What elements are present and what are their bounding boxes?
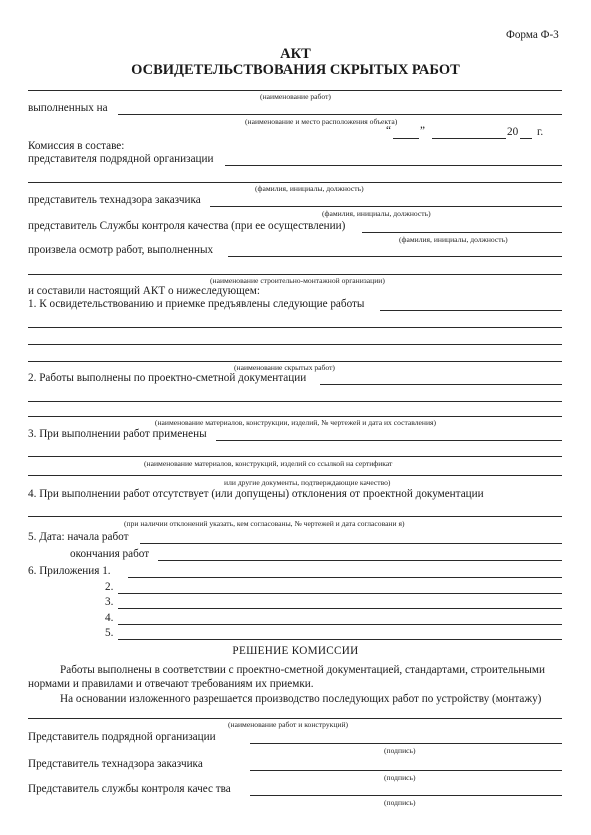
fio-caption-1: (фамилия, инициалы, должность) (255, 184, 364, 193)
sig-quality-line[interactable] (250, 795, 562, 796)
date-year-field[interactable] (520, 138, 532, 139)
item3-caption-a: (наименование материалов, конструкций, изделий со ссылкой на сертификат (144, 459, 393, 468)
date-month-field[interactable] (432, 138, 506, 139)
sig-quality-caption: (подпись) (384, 798, 416, 807)
sig-contractor-label: Представитель подрядной организации (28, 731, 216, 743)
item1-line-2[interactable] (28, 327, 562, 328)
contractor-rep-line[interactable] (225, 165, 562, 166)
item2-line-1[interactable] (320, 384, 562, 385)
decision-para1-line2: нормами и правилами и отвечают требованиям их приемки. (28, 678, 314, 690)
item5-end-line[interactable] (158, 560, 562, 561)
item3-caption-b: или другие документы, подтверждающие качество) (224, 478, 391, 487)
org-line[interactable] (28, 274, 562, 275)
attachment-line-4[interactable] (118, 624, 562, 625)
item2-line-2[interactable] (28, 401, 562, 402)
customer-supervision-label: представитель технадзора заказчика (28, 194, 201, 206)
attachment-number-4: 4. (105, 612, 114, 624)
attachment-line-5[interactable] (118, 639, 562, 640)
date-quote-close: ” (420, 125, 425, 137)
quality-service-label: представитель Службы контроля качества (при ее осуществлении) (28, 220, 346, 232)
item3-line-1[interactable] (216, 440, 562, 441)
sig-quality-label: Представитель службы контроля качес тва (28, 783, 231, 795)
form-code: Форма Ф-3 (506, 29, 559, 41)
attachment-number-5: 5. (105, 627, 114, 639)
decision-heading: РЕШЕНИЕ КОМИССИИ (232, 645, 359, 657)
object-caption: (наименование и место расположения объекта) (245, 117, 398, 126)
inspection-label: произвела осмотр работ, выполненных (28, 244, 214, 256)
page-title: АКТ (280, 46, 311, 62)
item1-line-3[interactable] (28, 344, 562, 345)
item6-label: 6. Приложения 1. (28, 565, 111, 577)
item2-label: 2. Работы выполнены по проектно-сметной документации (28, 372, 307, 384)
quality-service-line[interactable] (362, 232, 562, 233)
item5-end-label: окончания работ (70, 548, 150, 560)
org-caption: (наименование строительно-монтажной организации) (210, 276, 385, 285)
object-line[interactable] (118, 114, 562, 115)
attachment-line-2[interactable] (118, 593, 562, 594)
item4-line[interactable] (28, 516, 562, 517)
year-suffix: г. (537, 126, 544, 138)
fio-caption-2: (фамилия, инициалы, должность) (322, 209, 431, 218)
executed-at-label: выполненных на (28, 102, 108, 114)
item5-label: 5. Дата: начала работ (28, 531, 129, 543)
contractor-rep-line-2[interactable] (28, 182, 562, 183)
date-day-field[interactable] (393, 138, 419, 139)
attachment-line-3[interactable] (118, 608, 562, 609)
compiled-text: и составили настоящий АКТ о нижеследующем: (28, 285, 260, 297)
customer-supervision-line[interactable] (210, 206, 562, 207)
item1-line-4[interactable] (28, 361, 562, 362)
commission-intro: Комиссия в составе: (28, 140, 125, 152)
item5-start-line[interactable] (140, 543, 562, 544)
item1-caption: (наименование скрытых работ) (234, 363, 335, 372)
item3-label: 3. При выполнении работ применены (28, 428, 207, 440)
item1-line-1[interactable] (380, 310, 562, 311)
contractor-rep-label: представителя подрядной организации (28, 153, 214, 165)
sig-contractor-caption: (подпись) (384, 746, 416, 755)
sig-supervision-label: Представитель технадзора заказчика (28, 758, 203, 770)
sig-supervision-line[interactable] (250, 770, 562, 771)
date-quote-open: “ (386, 125, 391, 137)
item3-line-2[interactable] (28, 456, 562, 457)
attachment-number-3: 3. (105, 596, 114, 608)
following-works-line[interactable] (28, 718, 562, 719)
item4-label: 4. При выполнении работ отсутствует (или допущены) отклонения от проектной документации (28, 488, 484, 500)
inspection-line[interactable] (228, 256, 562, 257)
page-subtitle: ОСВИДЕТЕЛЬСТВОВАНИЯ СКРЫТЫХ РАБОТ (131, 62, 460, 78)
item3-line-3[interactable] (28, 475, 562, 476)
decision-para1-line1: Работы выполнены в соответствии с проектно-сметной документацией, стандартами, строительными (60, 664, 546, 676)
attachment-number-2: 2. (105, 581, 114, 593)
works-name-line[interactable] (28, 90, 562, 91)
attachment-line-1[interactable] (128, 577, 562, 578)
sig-contractor-line[interactable] (250, 743, 562, 744)
sig-supervision-caption: (подпись) (384, 773, 416, 782)
year-prefix: 20 (507, 126, 519, 138)
decision-para2: На основании изложенного разрешается производство последующих работ по устройству (монтажу) (60, 693, 542, 705)
item4-caption: (при наличии отклонений указать, кем согласованы, № чертежей и дата согласовани я) (124, 519, 405, 528)
decision-works-caption: (наименование работ и конструкций) (228, 720, 349, 729)
item2-caption: (наименование материалов, конструкции, изделий, № чертежей и дата их составления) (154, 418, 437, 427)
fio-caption-3: (фамилия, инициалы, должность) (399, 235, 508, 244)
item2-line-3[interactable] (28, 416, 562, 417)
works-name-caption: (наименование работ) (260, 92, 331, 101)
item1-label: 1. К освидетельствованию и приемке предъявлены следующие работы (28, 298, 365, 310)
